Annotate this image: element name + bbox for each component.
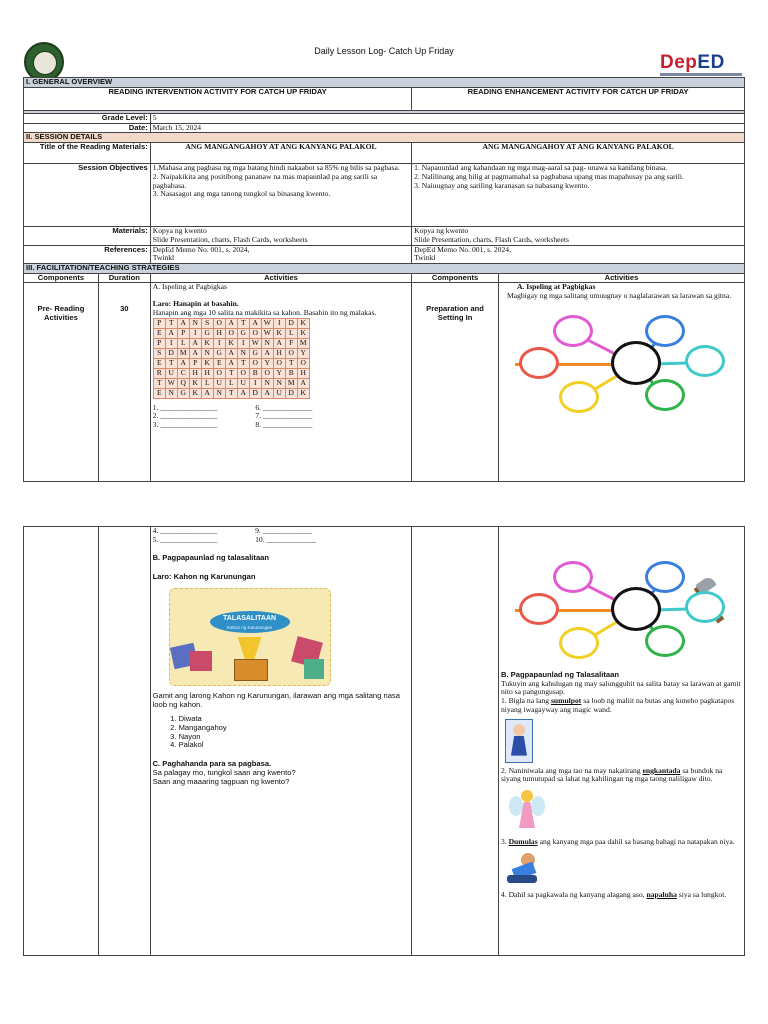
pre-reading-component: Pre- Reading Activities [24, 283, 99, 482]
grade-value: 5 [150, 114, 744, 124]
grid-cell: L [225, 378, 237, 388]
grid-cell: N [237, 348, 249, 358]
date-value: March 15, 2024 [150, 123, 744, 133]
grid-cell: W [249, 338, 261, 348]
grid-cell: K [225, 338, 237, 348]
grid-cell: S [201, 318, 213, 328]
grid-cell: A [297, 378, 309, 388]
grid-cell: A [273, 338, 285, 348]
grid-cell: O [213, 318, 225, 328]
grid-cell: N [261, 378, 273, 388]
grid-cell: O [237, 368, 249, 378]
web-bubble [519, 347, 559, 379]
grid-cell: W [261, 328, 273, 338]
grid-cell: U [237, 378, 249, 388]
grid-cell: A [225, 348, 237, 358]
hdr-components-right: Components [412, 273, 499, 283]
grid-cell: N [165, 388, 177, 398]
hdr-activities-right: Activities [498, 273, 744, 283]
grid-cell: O [213, 368, 225, 378]
right-a-title: A. Ispeling at Pagbigkas [516, 282, 596, 292]
sentence-4: 4. Dahil sa pagkawala ng kanyang alagang aso, napaluha siya sa lungkot. [500, 889, 727, 899]
grid-cell: O [249, 328, 261, 338]
grid-cell: O [273, 358, 285, 368]
grid-cell: B [249, 368, 261, 378]
grid-cell: E [153, 388, 165, 398]
section-facilitation: III. FACILITATION/TEACHING STRATEGIES [24, 264, 745, 274]
web-bubble [645, 379, 685, 411]
hdr-duration: Duration [98, 273, 150, 283]
grid-cell: N [213, 388, 225, 398]
grid-cell: A [189, 338, 201, 348]
grid-cell: W [165, 378, 177, 388]
materials-label: Materials: [24, 227, 151, 245]
web-bubble [553, 315, 593, 347]
section-overview: I. GENERAL OVERVIEW [24, 78, 745, 88]
sentence-3: 3. Dumulas ang kanyang mga paa dahil sa basang bahagi na natapakan niya. [500, 837, 735, 847]
sentence-2: 2. Naniniwala ang mga tao na may nakatirang engkantada sa bundok na siyang tumutupad sa lahat ng kahilingan ng mga taong naliligaw dito. [500, 765, 723, 784]
word-list [153, 715, 410, 750]
grid-cell: H [201, 368, 213, 378]
web-bubble [553, 561, 593, 593]
grid-cell: T [237, 358, 249, 368]
grid-cell: I [165, 338, 177, 348]
grid-cell: I [189, 328, 201, 338]
web-bubble [559, 381, 599, 413]
grid-cell: T [225, 368, 237, 378]
grade-label: Grade Level: [24, 114, 151, 124]
grid-cell: P [177, 328, 189, 338]
grid-cell: O [285, 348, 297, 358]
grid-cell: I [213, 338, 225, 348]
game1-title: Laro: Hanapin at basahin. [152, 299, 239, 309]
grid-cell: T [153, 378, 165, 388]
objectives-left: 1.Mahasa ang pagbasa ng mga batang hindi nakaabot sa 85% ng bilis sa pagbasa. 2. Naipakikita ang positibong pananaw na mas mapaunlad pa ang sarili sa pagbabasa. 3. Nasasagot ang mga tanong tungkol sa binasang kwento. [150, 164, 411, 227]
answer-blanks-9-10: 9. _____________ 10. _____________ [255, 526, 316, 544]
grid-cell: G [177, 388, 189, 398]
grid-cell: U [165, 368, 177, 378]
grid-cell: K [297, 388, 309, 398]
grid-cell: A [225, 318, 237, 328]
lesson-table-page1 [23, 77, 745, 482]
grid-cell: H [189, 368, 201, 378]
document-title: Daily Lesson Log- Catch Up Friday [314, 46, 454, 56]
grid-cell: A [177, 358, 189, 368]
grid-cell: T [165, 358, 177, 368]
right-b-title: B. Pagpapaunlad ng Talasalitaan [500, 670, 619, 679]
grid-cell: G [249, 348, 261, 358]
grid-cell: N [189, 318, 201, 328]
grid-cell: A [201, 388, 213, 398]
grid-cell: D [249, 388, 261, 398]
grid-cell: A [237, 388, 249, 398]
activity-a-title: A. Ispeling at Pagbigkas [152, 282, 228, 292]
grid-cell: H [273, 348, 285, 358]
grid-cell: A [225, 358, 237, 368]
grid-cell: E [153, 328, 165, 338]
activity-cell-right [498, 283, 744, 482]
grid-cell: O [225, 328, 237, 338]
grid-cell: F [285, 338, 297, 348]
grid-cell: I [273, 318, 285, 328]
grid-cell: Y [273, 368, 285, 378]
references-right: DepEd Memo No. 001, s. 2024, Twinkl [412, 245, 745, 263]
grid-cell: P [153, 338, 165, 348]
answer-blanks-4-5: 4. _______________ 5. _______________ [152, 526, 218, 544]
right-b-instructions: Tukuyin ang kahulugan ng may salungguhit na salita batay sa larawan at gamit nito sa pangungusap. [500, 678, 741, 697]
grid-cell: A [261, 348, 273, 358]
grid-cell: W [261, 318, 273, 328]
slipping-boy-picture [503, 851, 543, 887]
logo-underline [660, 73, 742, 76]
grid-cell: A [261, 388, 273, 398]
title-right: ANG MANGANGAHOY AT ANG KANYANG PALAKOL [412, 143, 745, 164]
grid-cell: N [261, 338, 273, 348]
grid-cell: G [213, 348, 225, 358]
web-bubble [685, 345, 725, 377]
talasalitaan-box-image [169, 588, 331, 686]
word-web-diagram-2 [501, 549, 741, 667]
duration-value: 30 [98, 283, 150, 482]
grid-cell: K [201, 358, 213, 368]
materials-right: Kopya ng kwento Slide Presentation, charts, Flash Cards, worksheets [412, 227, 745, 245]
grid-cell: L [177, 338, 189, 348]
web-bubble [519, 593, 559, 625]
section-session: II. SESSION DETAILS [24, 133, 745, 143]
c-question-2: Saan ang maaaring tagpuan ng kwento? [152, 776, 290, 786]
grid-cell: I [249, 378, 261, 388]
magician-picture [505, 719, 533, 763]
b-title: B. Pagpapaunlad ng talasalitaan [152, 553, 270, 563]
web-bubble [559, 627, 599, 659]
web-bubble [685, 591, 725, 623]
game1-instructions: Hanapin ang mga 10 salita na makikita sa kahon. Basahin ito ng malakas. [152, 307, 377, 317]
web-bubble [645, 625, 685, 657]
preparation-component: Preparation and Setting In [412, 283, 499, 482]
grid-cell: K [273, 328, 285, 338]
web-center-bubble [611, 341, 661, 385]
hdr-components-left: Components [24, 273, 99, 283]
grid-cell: T [285, 358, 297, 368]
game2-instructions: Gamit ang larong Kahon ng Karunungan, ilarawan ang mga salitang nasa loob ng kahon. [152, 690, 400, 709]
game2-title: Laro: Kahon ng Karunungan [152, 572, 256, 582]
grid-cell: A [177, 318, 189, 328]
answer-blanks-6-8: 6. _____________ 7. _____________ 8. _____________ [255, 402, 313, 430]
word-item: 1. Diwata [179, 715, 410, 724]
grid-cell: M [297, 338, 309, 348]
objectives-label: Session Objectives [24, 164, 151, 227]
grid-cell: P [189, 358, 201, 368]
sentence-1: 1. Bigla na lang sumulpot sa loob ng maliit na butas ang kuneho pagkatapos niyang iwagayway ang magic wand. [500, 696, 735, 714]
grid-cell: U [273, 388, 285, 398]
grid-cell: K [297, 318, 309, 328]
grid-cell: O [297, 358, 309, 368]
c-question-1: Sa palagay mo, tungkol saan ang kwento? [152, 767, 296, 777]
web-bubble [645, 561, 685, 593]
grid-cell: M [177, 348, 189, 358]
grid-cell: I [237, 338, 249, 348]
deped-logo: DepED [660, 52, 725, 73]
activity-cell-right-p2 [498, 527, 744, 956]
talasalitaan-label: TALASALITAAN [210, 611, 290, 633]
grid-cell: K [201, 338, 213, 348]
grid-cell: A [189, 348, 201, 358]
grid-cell: O [261, 368, 273, 378]
title-label: Title of the Reading Materials: [24, 143, 151, 164]
grid-cell: T [225, 388, 237, 398]
grid-cell: H [213, 328, 225, 338]
word-search-grid [153, 318, 310, 399]
grid-cell: E [213, 358, 225, 368]
references-label: References: [24, 245, 151, 263]
word-web-diagram [501, 307, 741, 419]
word-item: 2. Mangangahoy [179, 724, 410, 733]
grid-cell: K [297, 328, 309, 338]
grid-cell: E [153, 358, 165, 368]
grid-cell: Y [261, 358, 273, 368]
activity-cell-left-p2 [150, 527, 412, 956]
materials-left: Kopya ng kwento Slide Presentation, charts, Flash Cards, worksheets [150, 227, 411, 245]
grid-cell: G [237, 328, 249, 338]
date-label: Date: [24, 123, 151, 133]
answer-blanks-1-3: 1. _______________ 2. _______________ 3. _______________ [152, 402, 218, 430]
activity-cell-left [150, 283, 411, 482]
col-intervention-header: READING INTERVENTION ACTIVITY FOR CATCH UP FRIDAY [24, 88, 412, 111]
grid-cell: K [189, 388, 201, 398]
grid-cell: A [249, 318, 261, 328]
lesson-table-page2 [23, 526, 745, 956]
grid-cell: B [285, 368, 297, 378]
word-item: 3. Nayon [179, 733, 410, 742]
grid-cell: M [285, 378, 297, 388]
grid-cell: D [285, 388, 297, 398]
grid-cell: T [237, 318, 249, 328]
references-left: DepEd Memo No. 001, s. 2024, Twinkl [150, 245, 411, 263]
word-item: 4. Palakol [179, 741, 410, 750]
grid-cell: A [165, 328, 177, 338]
grid-cell: Y [297, 348, 309, 358]
grid-cell: N [201, 348, 213, 358]
objectives-right: 1. Napauunlad ang kahandaan ng mga mag-aaral sa pag- unawa sa kanilang binasa. 2. Nalilinang ang hilig at pagmamahal sa pagbabasa upang mas mapahusay pa ang sarili. 3. Naiuugnay ang sariling karanasan sa nabasang kwento. [412, 164, 745, 227]
grid-cell: S [153, 348, 165, 358]
grid-cell: N [273, 378, 285, 388]
grid-cell: G [201, 328, 213, 338]
grid-cell: H [297, 368, 309, 378]
grid-cell: L [201, 378, 213, 388]
grid-cell: R [153, 368, 165, 378]
grid-cell: L [285, 328, 297, 338]
web-center-bubble [611, 587, 661, 631]
grid-cell: K [189, 378, 201, 388]
col-enhancement-header: READING ENHANCEMENT ACTIVITY FOR CATCH UP FRIDAY [412, 88, 745, 111]
deped-seal-icon [24, 42, 64, 82]
web-bubble [645, 315, 685, 347]
grid-cell: T [165, 318, 177, 328]
talasalitaan-sublabel: Kahon ng Karunungan [227, 624, 273, 630]
grid-cell: D [165, 348, 177, 358]
title-left: ANG MANGANGAHOY AT ANG KANYANG PALAKOL [150, 143, 411, 164]
grid-cell: P [153, 318, 165, 328]
fairy-picture [509, 788, 545, 834]
grid-cell: O [249, 358, 261, 368]
grid-cell: C [177, 368, 189, 378]
right-a-text: Magbigay ng mga salitang umuugnay o naglalarawan sa larawan sa gitna. [506, 291, 732, 301]
grid-cell: U [213, 378, 225, 388]
c-title: C. Paghahanda para sa pagbasa. [152, 759, 272, 769]
hdr-activities-left: Activities [150, 273, 411, 283]
grid-cell: D [285, 318, 297, 328]
grid-cell: Q [177, 378, 189, 388]
